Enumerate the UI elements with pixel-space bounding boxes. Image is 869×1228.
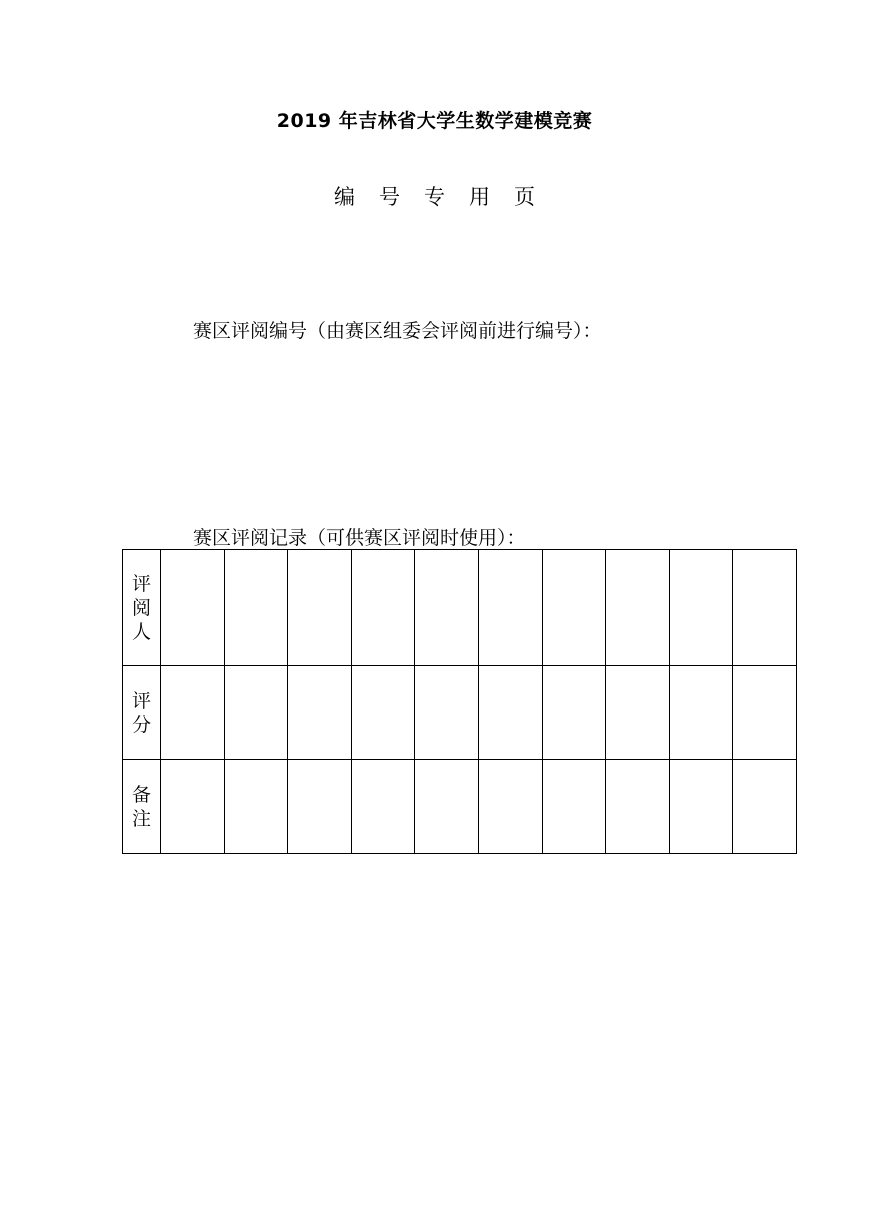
notes-cell[interactable] (415, 760, 479, 854)
notes-cell[interactable] (161, 760, 225, 854)
notes-cell[interactable] (351, 760, 415, 854)
reviewer-cell[interactable] (415, 550, 479, 666)
reviewer-cell[interactable] (733, 550, 797, 666)
score-cell[interactable] (606, 666, 670, 760)
score-cell[interactable] (351, 666, 415, 760)
score-cell[interactable] (161, 666, 225, 760)
notes-cell[interactable] (606, 760, 670, 854)
page-subtitle: 编号专用页 (334, 185, 559, 209)
reviewer-cell[interactable] (288, 550, 352, 666)
review-record-table (122, 549, 797, 854)
score-cell[interactable] (224, 666, 288, 760)
score-cell[interactable] (733, 666, 797, 760)
reviewer-cell[interactable] (542, 550, 606, 666)
table-row-reviewer (123, 550, 797, 666)
score-cell[interactable] (542, 666, 606, 760)
row-header-notes: 备注 (123, 760, 161, 854)
page-title: 2019 年吉林省大学生数学建模竞赛 (276, 110, 593, 132)
notes-cell[interactable] (733, 760, 797, 854)
reviewer-cell[interactable] (669, 550, 733, 666)
reviewer-cell[interactable] (161, 550, 225, 666)
notes-cell[interactable] (288, 760, 352, 854)
score-cell[interactable] (288, 666, 352, 760)
notes-cell[interactable] (669, 760, 733, 854)
table-row-notes (123, 760, 797, 854)
reviewer-cell[interactable] (478, 550, 542, 666)
score-cell[interactable] (669, 666, 733, 760)
notes-cell[interactable] (542, 760, 606, 854)
reviewer-cell[interactable] (224, 550, 288, 666)
row-header-score: 评分 (123, 666, 161, 760)
row-header-reviewer: 评阅人 (123, 550, 161, 666)
score-cell[interactable] (478, 666, 542, 760)
reviewer-cell[interactable] (351, 550, 415, 666)
notes-cell[interactable] (478, 760, 542, 854)
numbering-label: 赛区评阅编号（由赛区组委会评阅前进行编号）： (193, 320, 602, 342)
reviewer-cell[interactable] (606, 550, 670, 666)
score-cell[interactable] (415, 666, 479, 760)
notes-cell[interactable] (224, 760, 288, 854)
record-label: 赛区评阅记录（可供赛区评阅时使用）： (193, 527, 526, 549)
table-row-score (123, 666, 797, 760)
